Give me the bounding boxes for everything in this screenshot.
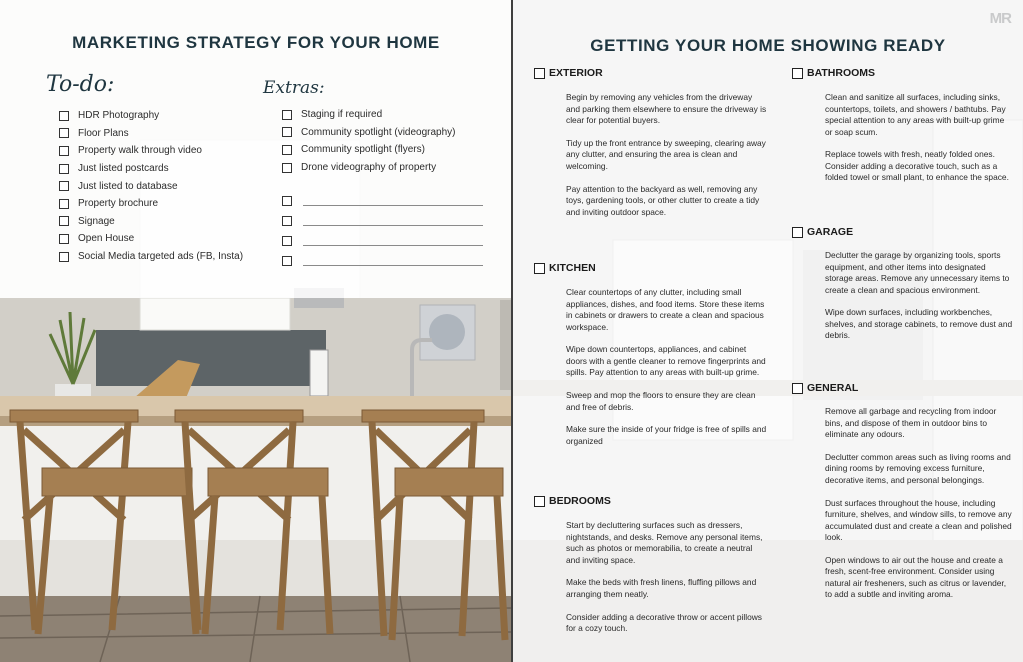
- bedrooms-text: Start by decluttering surfaces such as dressers, nightstands, and desks. Remove any personal items, such as photos or memorabilia, to create a neutral and inviting space. Make the beds with fresh linens, fluffing pillows and arranging them neatly. Consider adding a decorative throw or accent pillows for a cozy touch.: [566, 520, 763, 634]
- extras-item: Staging if required: [282, 106, 456, 124]
- blank-item: [282, 208, 483, 228]
- garage-heading: GARAGE: [792, 226, 853, 238]
- checkbox[interactable]: [282, 256, 292, 266]
- blank-item: [282, 228, 483, 248]
- kitchen-heading: KITCHEN: [534, 262, 596, 274]
- checkbox[interactable]: [282, 196, 292, 206]
- mr-logo: MR: [989, 10, 1011, 27]
- write-in-line[interactable]: [303, 265, 483, 266]
- checkbox[interactable]: [282, 145, 292, 155]
- checkbox[interactable]: [59, 199, 69, 209]
- todo-item: Floor Plans: [59, 125, 243, 143]
- checkbox[interactable]: [59, 111, 69, 121]
- checkbox[interactable]: [59, 128, 69, 138]
- blank-item: [282, 248, 483, 268]
- checkbox[interactable]: [59, 234, 69, 244]
- checkbox[interactable]: [534, 68, 545, 79]
- checkbox[interactable]: [59, 164, 69, 174]
- checkbox[interactable]: [792, 68, 803, 79]
- todo-item: Just listed postcards: [59, 160, 243, 178]
- checkbox[interactable]: [282, 236, 292, 246]
- checkbox[interactable]: [59, 252, 69, 262]
- showing-ready-title: GETTING YOUR HOME SHOWING READY: [590, 36, 946, 55]
- todo-item: Just listed to database: [59, 177, 243, 195]
- extras-heading: Extras:: [263, 78, 325, 98]
- checkbox[interactable]: [282, 163, 292, 173]
- marketing-title: MARKETING STRATEGY FOR YOUR HOME: [72, 33, 440, 52]
- extras-item: Community spotlight (flyers): [282, 141, 456, 159]
- todo-item: Property brochure: [59, 195, 243, 213]
- checkbox[interactable]: [792, 227, 803, 238]
- checkbox[interactable]: [282, 110, 292, 120]
- extras-item: Drone videography of property: [282, 159, 456, 177]
- todo-item: Open House: [59, 230, 243, 248]
- bathrooms-text: Clean and sanitize all surfaces, including sinks, countertops, toilets, and showers / bathtubs. Pay special attention to any areas with built-up grime or soap scum. Replace towels with fresh, neatly folded ones. Consider adding a decorative touch, such as a folded towel or small plant, to enhance the space.: [825, 92, 1009, 183]
- kitchen-text: Clear countertops of any clutter, including small appliances, dishes, and food items. Store these items in cabinets or drawers to create a clean and spacious workspace. Wipe down countertops, appliances, and cabinet doors with a gentle cleaner to remove fingerprints and spills. Pay attention to any areas with built-up grime. Sweep and mop the floors to ensure they are clean and free of debris. Make sure the inside of your fridge is free of spills and organized: [566, 287, 767, 446]
- extras-list: [282, 106, 456, 176]
- checkbox[interactable]: [534, 496, 545, 507]
- todo-item: Social Media targeted ads (FB, Insta): [59, 248, 243, 266]
- todo-item: Property walk through video: [59, 142, 243, 160]
- checkbox[interactable]: [282, 127, 292, 137]
- general-text: Remove all garbage and recycling from indoor bins, and dispose of them in outdoor bins to eliminate any odours. Declutter common areas such as living rooms and dining rooms by removing excess furniture, decorative items, and personal belongings. Dust surfaces throughout the house, including furniture, shelves, and window sills, to remove any accumulated dust and create a clean and polished look. Open windows to air out the house and create a fresh, scent-free environment. Consider using natural air fresheners, such as citrus or lavender, to add a subtle and inviting aroma.: [825, 406, 1012, 600]
- todo-item: HDR Photography: [59, 107, 243, 125]
- checkbox[interactable]: [59, 216, 69, 226]
- bathrooms-heading: BATHROOMS: [792, 67, 875, 79]
- write-in-line[interactable]: [303, 225, 483, 226]
- right-page: [513, 0, 1023, 662]
- write-in-line[interactable]: [303, 245, 483, 246]
- checkbox[interactable]: [59, 146, 69, 156]
- general-heading: GENERAL: [792, 382, 858, 394]
- checkbox[interactable]: [534, 263, 545, 274]
- checkbox[interactable]: [59, 181, 69, 191]
- blank-item: [282, 188, 483, 208]
- exterior-text: Begin by removing any vehicles from the driveway and parking them elsewhere to ensure the driveway is clear for potential buyers. Tidy up the front entrance by sweeping, clearing away any clutter, and ensuring the area is clean and welcoming. Pay attention to the backyard as well, removing any toys, gardening tools, or other clutter to create a tidy and inviting outdoor space.: [566, 92, 767, 217]
- todo-heading: To-do:: [46, 72, 115, 97]
- todo-list: [59, 107, 243, 265]
- write-in-line[interactable]: [303, 205, 483, 206]
- extras-item: Community spotlight (videography): [282, 124, 456, 142]
- exterior-heading: EXTERIOR: [534, 67, 603, 79]
- todo-item: Signage: [59, 213, 243, 231]
- checkbox[interactable]: [282, 216, 292, 226]
- checkbox[interactable]: [792, 383, 803, 394]
- bedrooms-heading: BEDROOMS: [534, 495, 611, 507]
- blank-extras-list: [282, 188, 483, 268]
- garage-text: Declutter the garage by organizing tools, sports equipment, and other items into designated storage areas. Remove any unnecessary items to create a clean and spacious environment. Wipe down surfaces, including workbenches, shelves, and storage cabinets, to remove dust and debris.: [825, 250, 1013, 341]
